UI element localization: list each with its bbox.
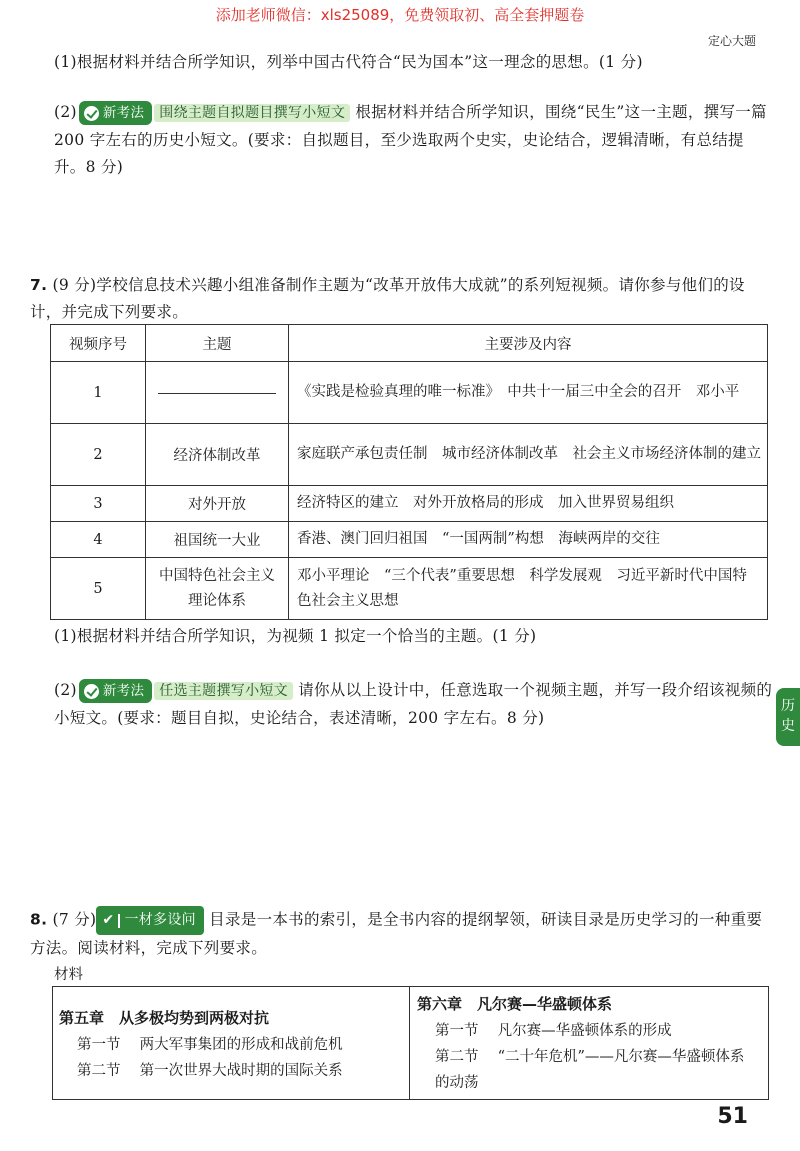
q6-part2-prefix: (2): [54, 103, 77, 121]
new-method-badge: [79, 101, 152, 125]
material-label: 材料: [54, 967, 83, 983]
material-box: [52, 986, 769, 1100]
subject-side-tab: 历史: [776, 688, 800, 746]
q6-part2: [54, 99, 774, 181]
topic-tag: 围绕主题自拟题目撰写小短文: [154, 104, 350, 122]
cell-no: 2: [51, 424, 146, 486]
q6-part2-text: 根据材料并结合所学知识，围绕“民生”这一主题，撰写一篇 200 字左右的历史小短文。(要求：自拟题目，至少选取两个史实，史论结合，逻辑清晰，有总结提升。8 分): [54, 103, 767, 176]
cell-no: 3: [51, 486, 146, 522]
chapter-title: 第六章 凡尔赛—华盛顿体系: [417, 995, 613, 1013]
cell-topic: 中国特色社会主义理论体系: [146, 558, 289, 620]
q7-part2: [54, 677, 776, 732]
cell-content: 香港、澳门回归祖国 “一国两制”构想 海峡两岸的交往: [289, 522, 768, 558]
check-circle-icon: [84, 684, 99, 699]
q7-intro-text: (9 分)学校信息技术兴趣小组准备制作主题为“改革开放伟大成就”的系列短视频。请你参与他们的设计，并完成下列要求。: [30, 276, 745, 321]
header-no: 视频序号: [51, 325, 146, 362]
material-left: [59, 1007, 404, 1084]
table-row: [51, 486, 768, 522]
section-item: 第一节 凡尔赛—华盛顿体系的形成: [435, 1023, 672, 1039]
check-circle-icon: [84, 106, 99, 121]
q8-number: 8.: [30, 910, 48, 929]
table-header-row: [51, 325, 768, 362]
badge-label: 新考法: [102, 683, 145, 699]
badge-label: 新考法: [102, 105, 145, 121]
multi-question-badge: [96, 906, 204, 935]
cell-no: 5: [51, 558, 146, 620]
table-row: [51, 558, 768, 620]
q7-number: 7.: [30, 276, 48, 294]
cell-topic: 祖国统一大业: [146, 522, 289, 558]
chapter-title: 第五章 从多极均势到两极对抗: [59, 1009, 270, 1027]
video-table: [50, 324, 768, 620]
section-item: 第二节 第一次世界大战时期的国际关系: [77, 1063, 343, 1079]
header-content: 主要涉及内容: [289, 325, 768, 362]
q7-part2-prefix: (2): [54, 681, 77, 699]
cell-content: 家庭联产承包责任制 城市经济体制改革 社会主义市场经济体制的建立: [289, 424, 768, 486]
cell-content: 经济特区的建立 对外开放格局的形成 加入世界贸易组织: [289, 486, 768, 522]
q8-intro: [30, 906, 775, 962]
q7-intro: [30, 272, 775, 326]
table-row: [51, 522, 768, 558]
watermark: 添加老师微信：xls25089，免费领取初、高全套押题卷: [215, 6, 585, 24]
cell-no: 1: [51, 362, 146, 424]
section-item: 第二节 “二十年危机”——凡尔赛—华盛顿体系的动荡: [435, 1049, 745, 1091]
cell-topic-blank: [146, 362, 289, 424]
page-number: 51: [717, 1104, 748, 1129]
q7-part1: (1)根据材料并结合所学知识，为视频 1 拟定一个恰当的主题。(1 分): [54, 627, 537, 645]
new-method-badge: [79, 679, 152, 703]
box-divider: [409, 987, 410, 1099]
section-label: 定心大题: [707, 34, 756, 48]
q7-part2-text: 请你从以上设计中，任意选取一个视频主题，并写一段介绍该视频的小短文。(要求：题目自拟，史论结合，表述清晰，200 字左右。8 分): [54, 681, 773, 727]
table-row: [51, 424, 768, 486]
q8-score: (7 分): [52, 910, 97, 929]
divider: [118, 914, 120, 928]
q6-part1: (1)根据材料并结合所学知识，列举中国古代符合“民为国本”这一理念的思想。(1 分): [54, 53, 643, 71]
cell-topic: 对外开放: [146, 486, 289, 522]
table-row: [51, 362, 768, 424]
header-topic: 主题: [146, 325, 289, 362]
cell-no: 4: [51, 522, 146, 558]
cell-content: 《实践是检验真理的唯一标准》 中共十一届三中全会的召开 邓小平: [289, 362, 768, 424]
topic-tag: 任选主题撰写小短文: [154, 682, 293, 700]
section-item: 第一节 两大军事集团的形成和战前危机: [77, 1037, 343, 1053]
answer-blank: [158, 392, 276, 394]
badge-label: 一材多设问: [124, 912, 196, 928]
material-right: [417, 993, 762, 1096]
q8-text: 目录是一本书的索引，是全书内容的提纲挈领，研读目录是历史学习的一种重要方法。阅读材料，完成下列要求。: [30, 910, 763, 957]
cell-topic: 经济体制改革: [146, 424, 289, 486]
check-icon: ✔: [102, 912, 115, 928]
cell-content: 邓小平理论 “三个代表”重要思想 科学发展观 习近平新时代中国特色社会主义思想: [289, 558, 768, 620]
